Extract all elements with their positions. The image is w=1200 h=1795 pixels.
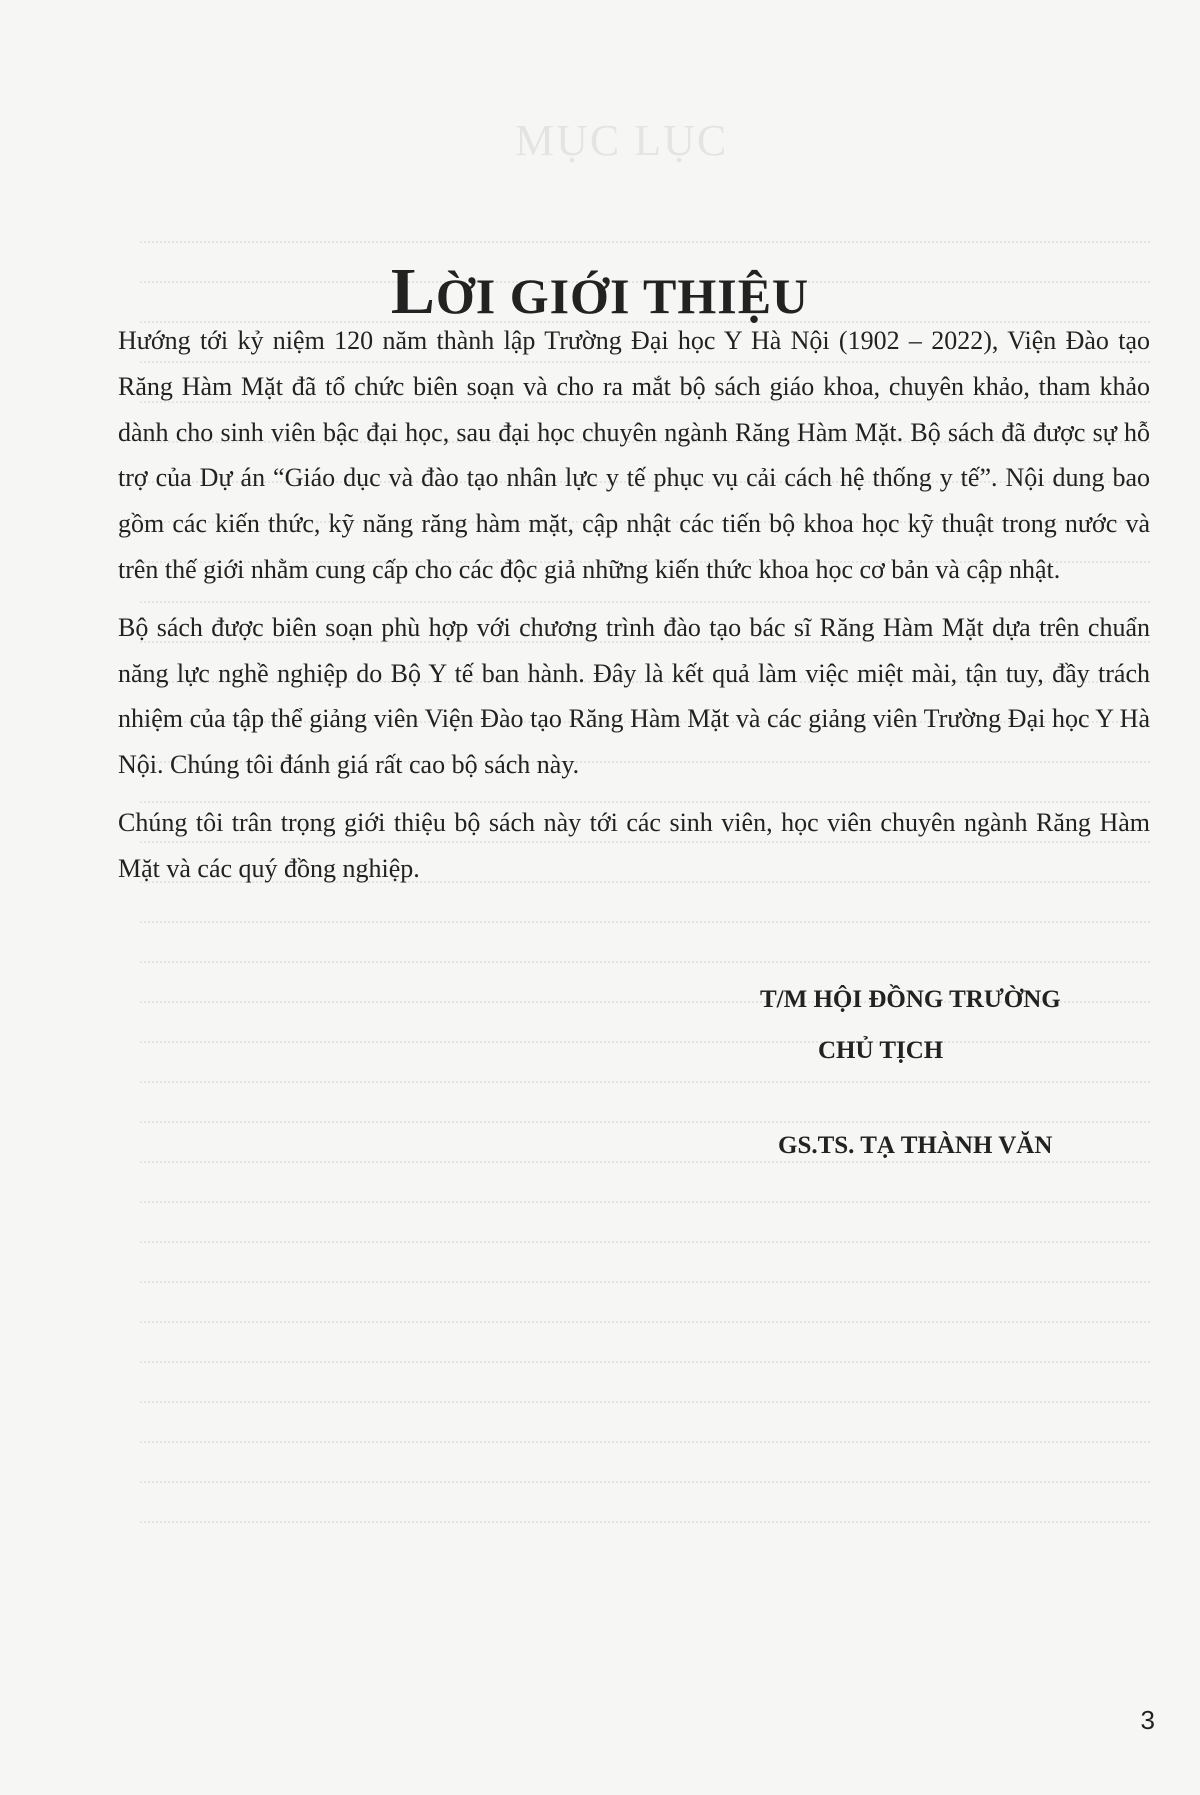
page-title-rest: ỜI GIỚI THIỆU bbox=[435, 267, 810, 324]
body-text bbox=[118, 318, 1150, 904]
paragraph-2: Bộ sách được biên soạn phù hợp với chương trình đào tạo bác sĩ Răng Hàm Mặt dựa trên chuẩn năng lực nghề nghiệp do Bộ Y tế ban hành. Đây là kết quả làm việc miệt mài, tận tuy, đầy trách nhiệm của tập thể giảng viên Viện Đào tạo Răng Hàm Mặt và các giảng viên Trường Đại học Y Hà Nội. Chúng tôi đánh giá rất cao bộ sách này. bbox=[118, 612, 1150, 780]
paragraph-1: Hướng tới kỷ niệm 120 năm thành lập Trường Đại học Y Hà Nội (1902 – 2022), Viện Đào tạo Răng Hàm Mặt đã tổ chức biên soạn và cho ra mắt bộ sách giáo khoa, chuyên khảo, tham khảo dành cho sinh viên bậc đại học, sau đại học chuyên ngành Răng Hàm Mặt. Bộ sách đã được sự hỗ trợ của Dự án “Giáo dục và đào tạo nhân lực y tế phục vụ cải cách hệ thống y tế”. Nội dung bao gồm các kiến thức, kỹ năng răng hàm mặt, cập nhật các tiến bộ khoa học kỹ thuật trong nước và trên thế giới nhằm cung cấp cho các độc giả những kiến thức khoa học cơ bản và cập nhật. bbox=[118, 326, 1150, 584]
signature-organization: T/M HỘI ĐỒNG TRƯỜNG bbox=[760, 986, 1061, 1013]
signature-name: GS.TS. TẠ THÀNH VĂN bbox=[778, 1132, 1053, 1159]
page-number: 3 bbox=[1140, 1705, 1155, 1735]
page-title-initial: L bbox=[390, 254, 436, 328]
paragraph-3: Chúng tôi trân trọng giới thiệu bộ sách này tới các sinh viên, học viên chuyên ngành Răng Hàm Mặt và các quý đồng nghiệp. bbox=[118, 807, 1150, 883]
signature-role: CHỦ TỊCH bbox=[818, 1037, 944, 1064]
bleed-through-heading: MỤC LỤC bbox=[515, 116, 729, 165]
